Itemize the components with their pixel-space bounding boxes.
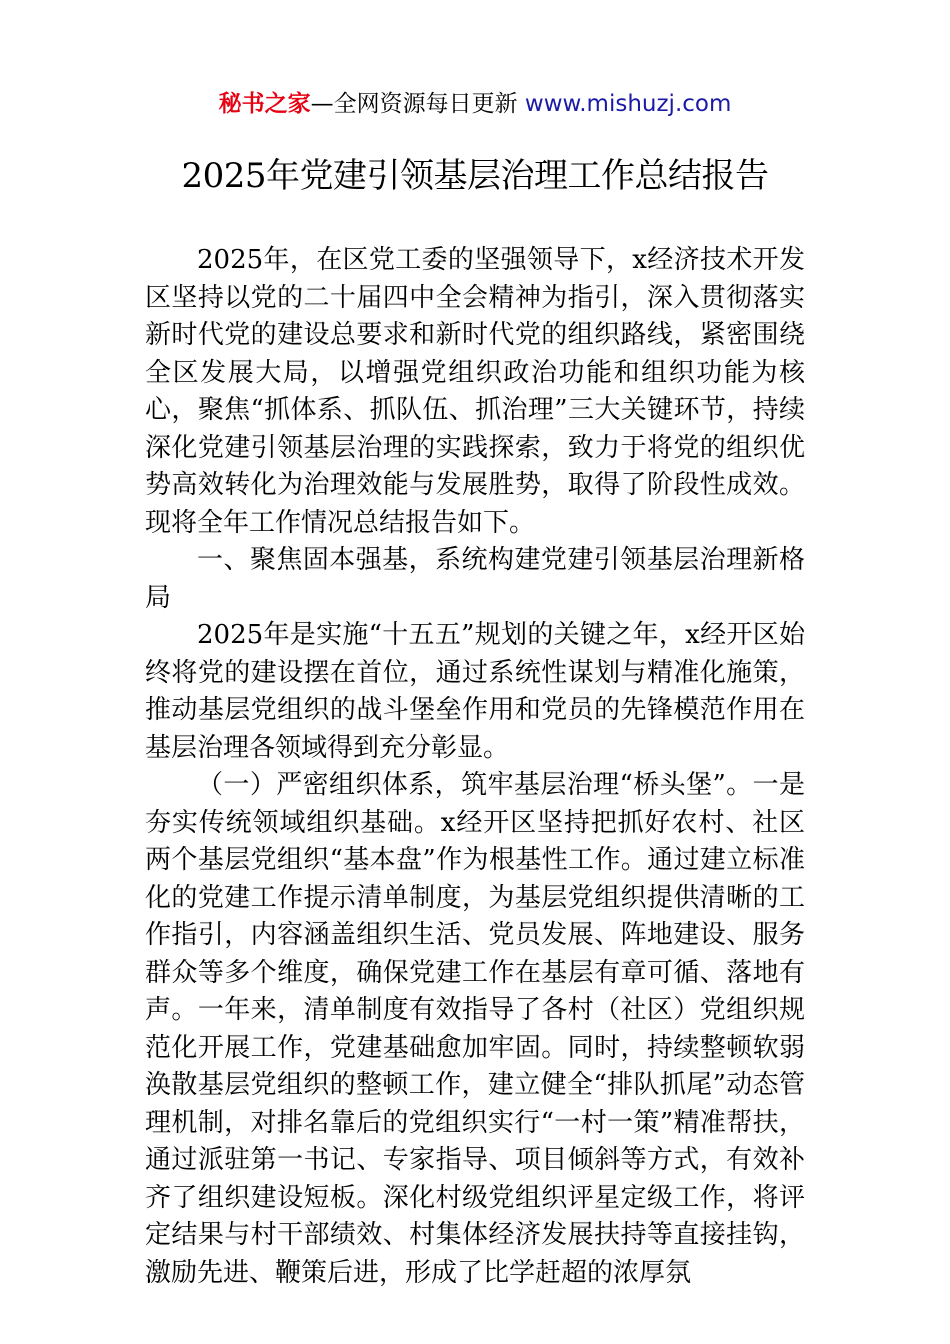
brand-name: 秘书之家 <box>218 91 311 117</box>
document-body <box>145 242 805 1292</box>
site-url-link[interactable]: www.mishuzj.com <box>524 91 732 117</box>
paragraph-section-intro: 2025年是实施“十五五”规划的关键之年，x经开区始终将党的建设摆在首位，通过系统性谋划与精准化施策，推动基层党组织的战斗堡垒作用和党员的先锋模范作用在基层治理各领域得到充分彰显。 <box>145 620 805 763</box>
header-dash: — <box>310 91 334 117</box>
section-heading: 一、聚焦固本强基，系统构建党建引领基层治理新格局 <box>145 545 805 613</box>
site-header <box>0 88 950 120</box>
document-title: 2025年党建引领基层治理工作总结报告 <box>181 156 769 196</box>
paragraph-intro: 2025年，在区党工委的坚强领导下，x经济技术开发区坚持以党的二十届四中全会精神为指引，深入贯彻落实新时代党的建设总要求和新时代党的组织路线，紧密围绕全区发展大局，以增强党组织政治功能和组织功能为核心，聚焦“抓体系、抓队伍、抓治理”三大关键环节，持续深化党建引领基层治理的实践探索，致力于将党的组织优势高效转化为治理效能与发展胜势，取得了阶段性成效。现将全年工作情况总结报告如下。 <box>145 245 805 538</box>
paragraph-subsection-1: （一）严密组织体系，筑牢基层治理“桥头堡”。一是夯实传统领域组织基础。x经开区坚持把抓好农村、社区两个基层党组织“基本盘”作为根基性工作。通过建立标准化的党建工作提示清单制度，为基层党组织提供清晰的工作指引，内容涵盖组织生活、党员发展、阵地建设、服务群众等多个维度，确保党建工作在基层有章可循、落地有声。一年来，清单制度有效指导了各村（社区）党组织规范化开展工作，党建基础愈加牢固。同时，持续整顿软弱涣散基层党组织的整顿工作，建立健全“排队抓尾”动态管理机制，对排名靠后的党组织实行“一村一策”精准帮扶，通过派驻第一书记、专家指导、项目倾斜等方式，有效补齐了组织建设短板。深化村级党组织评星定级工作，将评定结果与村干部绩效、村集体经济发展扶持等直接挂钩，激励先进、鞭策后进，形成了比学赶超的浓厚氛 <box>145 770 805 1288</box>
header-tagline: 全网资源每日更新 <box>333 91 518 117</box>
